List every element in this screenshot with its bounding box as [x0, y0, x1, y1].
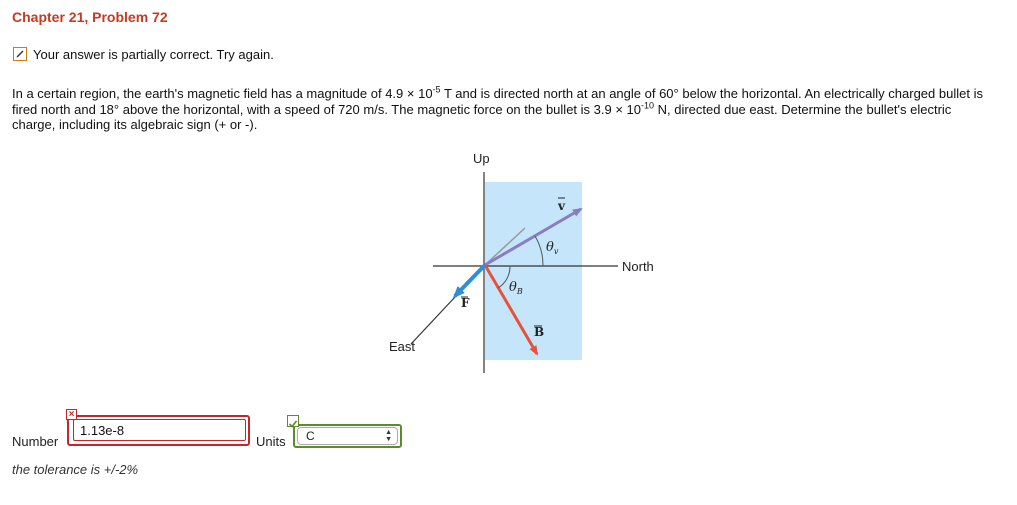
problem-text-part2: T and is directed north at an angle of 60° below the horizontal. An electrically charged bullet is fired north and 18° above the horizontal, with a speed of 720 m/s. The magnetic force on the bullet is 3.9 × 10	[12, 86, 983, 117]
correct-check-icon	[287, 415, 299, 427]
units-field-wrapper	[293, 424, 402, 448]
up-label: Up	[473, 151, 490, 166]
theta-b-label: $\theta_B$	[509, 280, 523, 296]
north-label: North	[622, 259, 654, 274]
answer-status	[13, 45, 274, 63]
units-select[interactable]	[297, 427, 398, 445]
theta-v-label: $\theta_v$	[546, 240, 559, 256]
pencil-check-icon	[13, 47, 27, 61]
f-vector-label: F	[461, 296, 470, 310]
number-field-wrapper	[67, 415, 250, 446]
exponent-1: -5	[432, 84, 441, 95]
b-vector-label: B	[534, 325, 545, 339]
number-input[interactable]	[73, 419, 246, 441]
vector-diagram	[385, 148, 685, 380]
v-vector-label: v	[558, 199, 565, 213]
east-label: East	[389, 339, 416, 354]
problem-text-part3: N, directed due east. Determine the bullet's electric charge, including its algebraic sign (+ or -).	[12, 101, 952, 132]
units-selected-value: C	[306, 429, 315, 443]
incorrect-icon: ×	[66, 409, 77, 420]
problem-title: Chapter 21, Problem 72	[12, 9, 168, 25]
tolerance-note: the tolerance is +/-2%	[12, 462, 139, 477]
exponent-2: -10	[641, 100, 655, 111]
select-arrows-icon: ▲ ▼	[385, 429, 392, 443]
problem-text	[12, 86, 997, 133]
number-label: Number	[12, 434, 59, 449]
force-vector	[455, 265, 485, 296]
status-message: Your answer is partially correct. Try again.	[33, 46, 274, 62]
units-label: Units	[256, 434, 286, 449]
problem-text-part1: In a certain region, the earth's magnetic field has a magnitude of 4.9 × 10	[12, 86, 433, 101]
